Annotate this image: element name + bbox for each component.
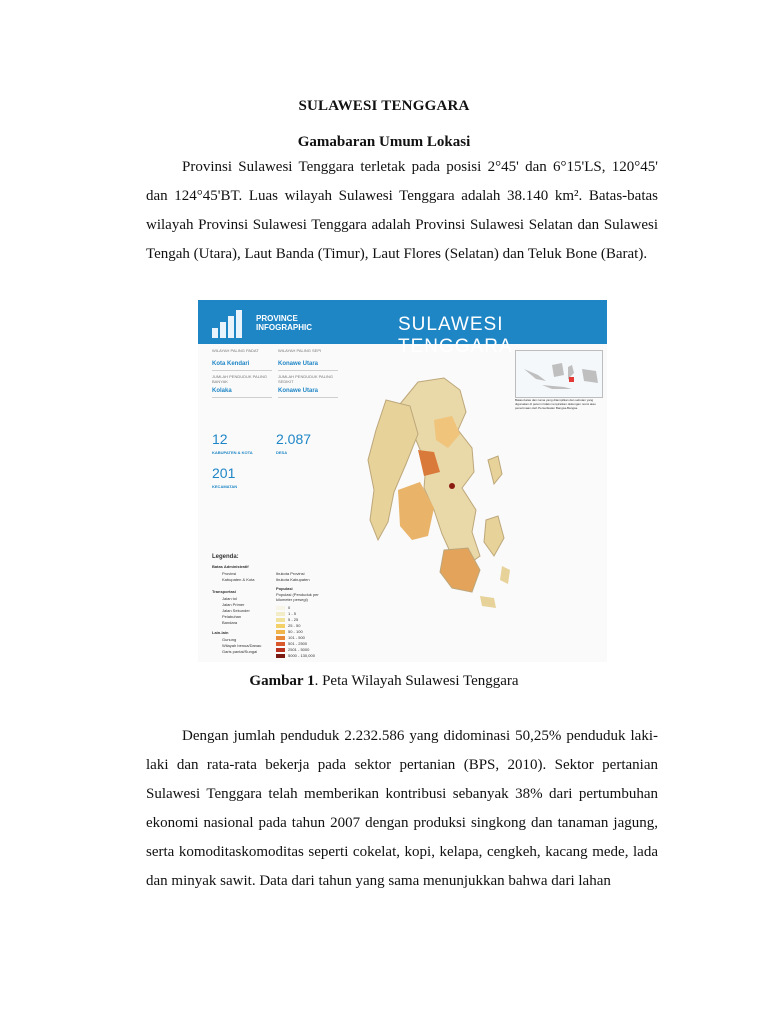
legend-item: Jalan tol [222,596,237,601]
legend-item: Garis pantai/Sungai [222,649,258,654]
stat-label: KECAMATAN [212,484,238,489]
legend-item: Wilayah benua/Danau [222,643,262,648]
legend-title: Legenda: [212,554,239,560]
province-map [348,360,518,660]
stat-value: 2.087 [276,431,312,447]
legend-item: Kabupaten & Kota [222,577,255,582]
legend-item: Jalan Sekunder [222,608,250,613]
legend-item: Bandara [222,620,238,625]
divider [212,370,272,371]
legend-item: Pelabuhan [222,614,242,619]
figure-caption [0,673,768,690]
stat-value: 12 [212,431,228,447]
province-infographic [198,300,607,662]
population-swatch [276,606,285,610]
bar-chart-logo-icon [212,310,246,338]
inset-locator-map [515,350,603,398]
population-swatch [276,648,285,652]
infographic-label: PROVINCE INFOGRAPHIC [256,314,312,332]
field-value: Konawe Utara [278,361,319,367]
field-label: WILAYAH PALING SEPI [278,348,322,353]
population-range-label: 101 - 500 [288,635,305,640]
divider [212,397,272,398]
section-subtitle: Gamabaran Umum Lokasi [297,134,471,150]
paragraph-population [146,722,658,896]
divider [278,370,338,371]
legend-item: Ibukota Provinsi [276,571,305,576]
legend-item: Provinsi [222,571,237,576]
document-title: SULAWESI TENGGARA [298,98,470,114]
field-value: Kota Kendari [212,361,250,367]
legend-section-title: Transportasi [212,589,237,594]
paragraph-location-text: Provinsi Sulawesi Tenggara terletak pada posisi 2°45' dan 6°15'LS, 120°45' dan 124°45'BT. Luas wilayah Sulawesi Tenggara adalah 38.140 km². Batas-batas wilayah Provinsi Sulawesi Tenggara adalah Provinsi Sulawesi Selatan dan Sulawesi Tengah (Utara), Laut Banda (Timur), Laut Flores (Selatan) dan Teluk Bone (Barat). [146,159,658,262]
legend-section-title: Populasi [276,586,293,591]
capital-marker-icon [449,483,455,489]
population-range-label: 25 - 50 [288,623,301,628]
legend-section-title: Lain-lain [212,630,229,635]
stat-value: 201 [212,465,236,481]
inset-note: Batas-batas dan nama yang ditampilkan dan sebutan yang digunakan di peta ini tidak menyiratkan dukungan resmi atau penerimaan oleh Perserikatan Bangsa-Bangsa. [515,398,596,410]
population-swatch [276,618,285,622]
legend-item: Ibukota Kabupaten [276,577,310,582]
legend-subtitle: Populasi (Penduduk per kilometer persegi) [276,592,319,602]
field-label: JUMLAH PENDUDUK PALING BANYAK [212,374,268,384]
caption-label: Gambar 1 [249,673,315,689]
stat-label: KABUPATEN & KOTA [212,450,253,455]
population-range-label: 0 [288,605,291,610]
legend-item: Gunung [222,637,237,642]
population-range-label: 501 - 2500 [288,641,308,646]
population-range-label: 5000 - 130,000 [288,653,315,658]
field-value: Kolaka [212,388,232,394]
field-label: WILAYAH PALING PADAT [212,348,259,353]
legend-item: Jalan Primer [222,602,245,607]
field-value: Konawe Utara [278,388,319,394]
population-range-label: 1 - 5 [288,611,297,616]
population-range-label: 2501 - 5000 [288,647,310,652]
population-swatch [276,654,285,658]
paragraph-population-text: Dengan jumlah penduduk 2.232.586 yang didominasi 50,25% penduduk laki-laki dan rata-rata bekerja pada sektor pertanian (BPS, 2010). Sektor pertanian Sulawesi Tenggara telah memberikan kontribusi sebanyak 38% dari pertumbuhan ekonomi nasional pada tahun 2007 dengan produksi singkong dan tanaman jagung, serta komoditaskomoditas seperti cokelat, kopi, kelapa, cengkeh, kacang mede, lada dan minyak sawit. Data dari tahun yang sama menunjukkan bahwa dari lahan [146,728,658,889]
infographic-province-name: SULAWESI TENGGARA [398,314,513,357]
population-range-label: 5 - 25 [288,617,299,622]
population-swatch [276,612,285,616]
population-swatch [276,636,285,640]
population-swatch [276,642,285,646]
population-range-label: 50 - 100 [288,629,303,634]
stat-label: DESA [276,450,288,455]
population-swatch [276,630,285,634]
location-marker-icon [569,377,574,382]
paragraph-location [146,153,658,269]
indonesia-inset-map [516,351,602,397]
field-label: JUMLAH PENDUDUK PALING SEDIKIT [278,374,334,384]
divider [278,397,338,398]
caption-text: . Peta Wilayah Sulawesi Tenggara [314,673,519,689]
population-swatch [276,624,285,628]
legend-section-title: Batas Administratif [212,564,249,569]
